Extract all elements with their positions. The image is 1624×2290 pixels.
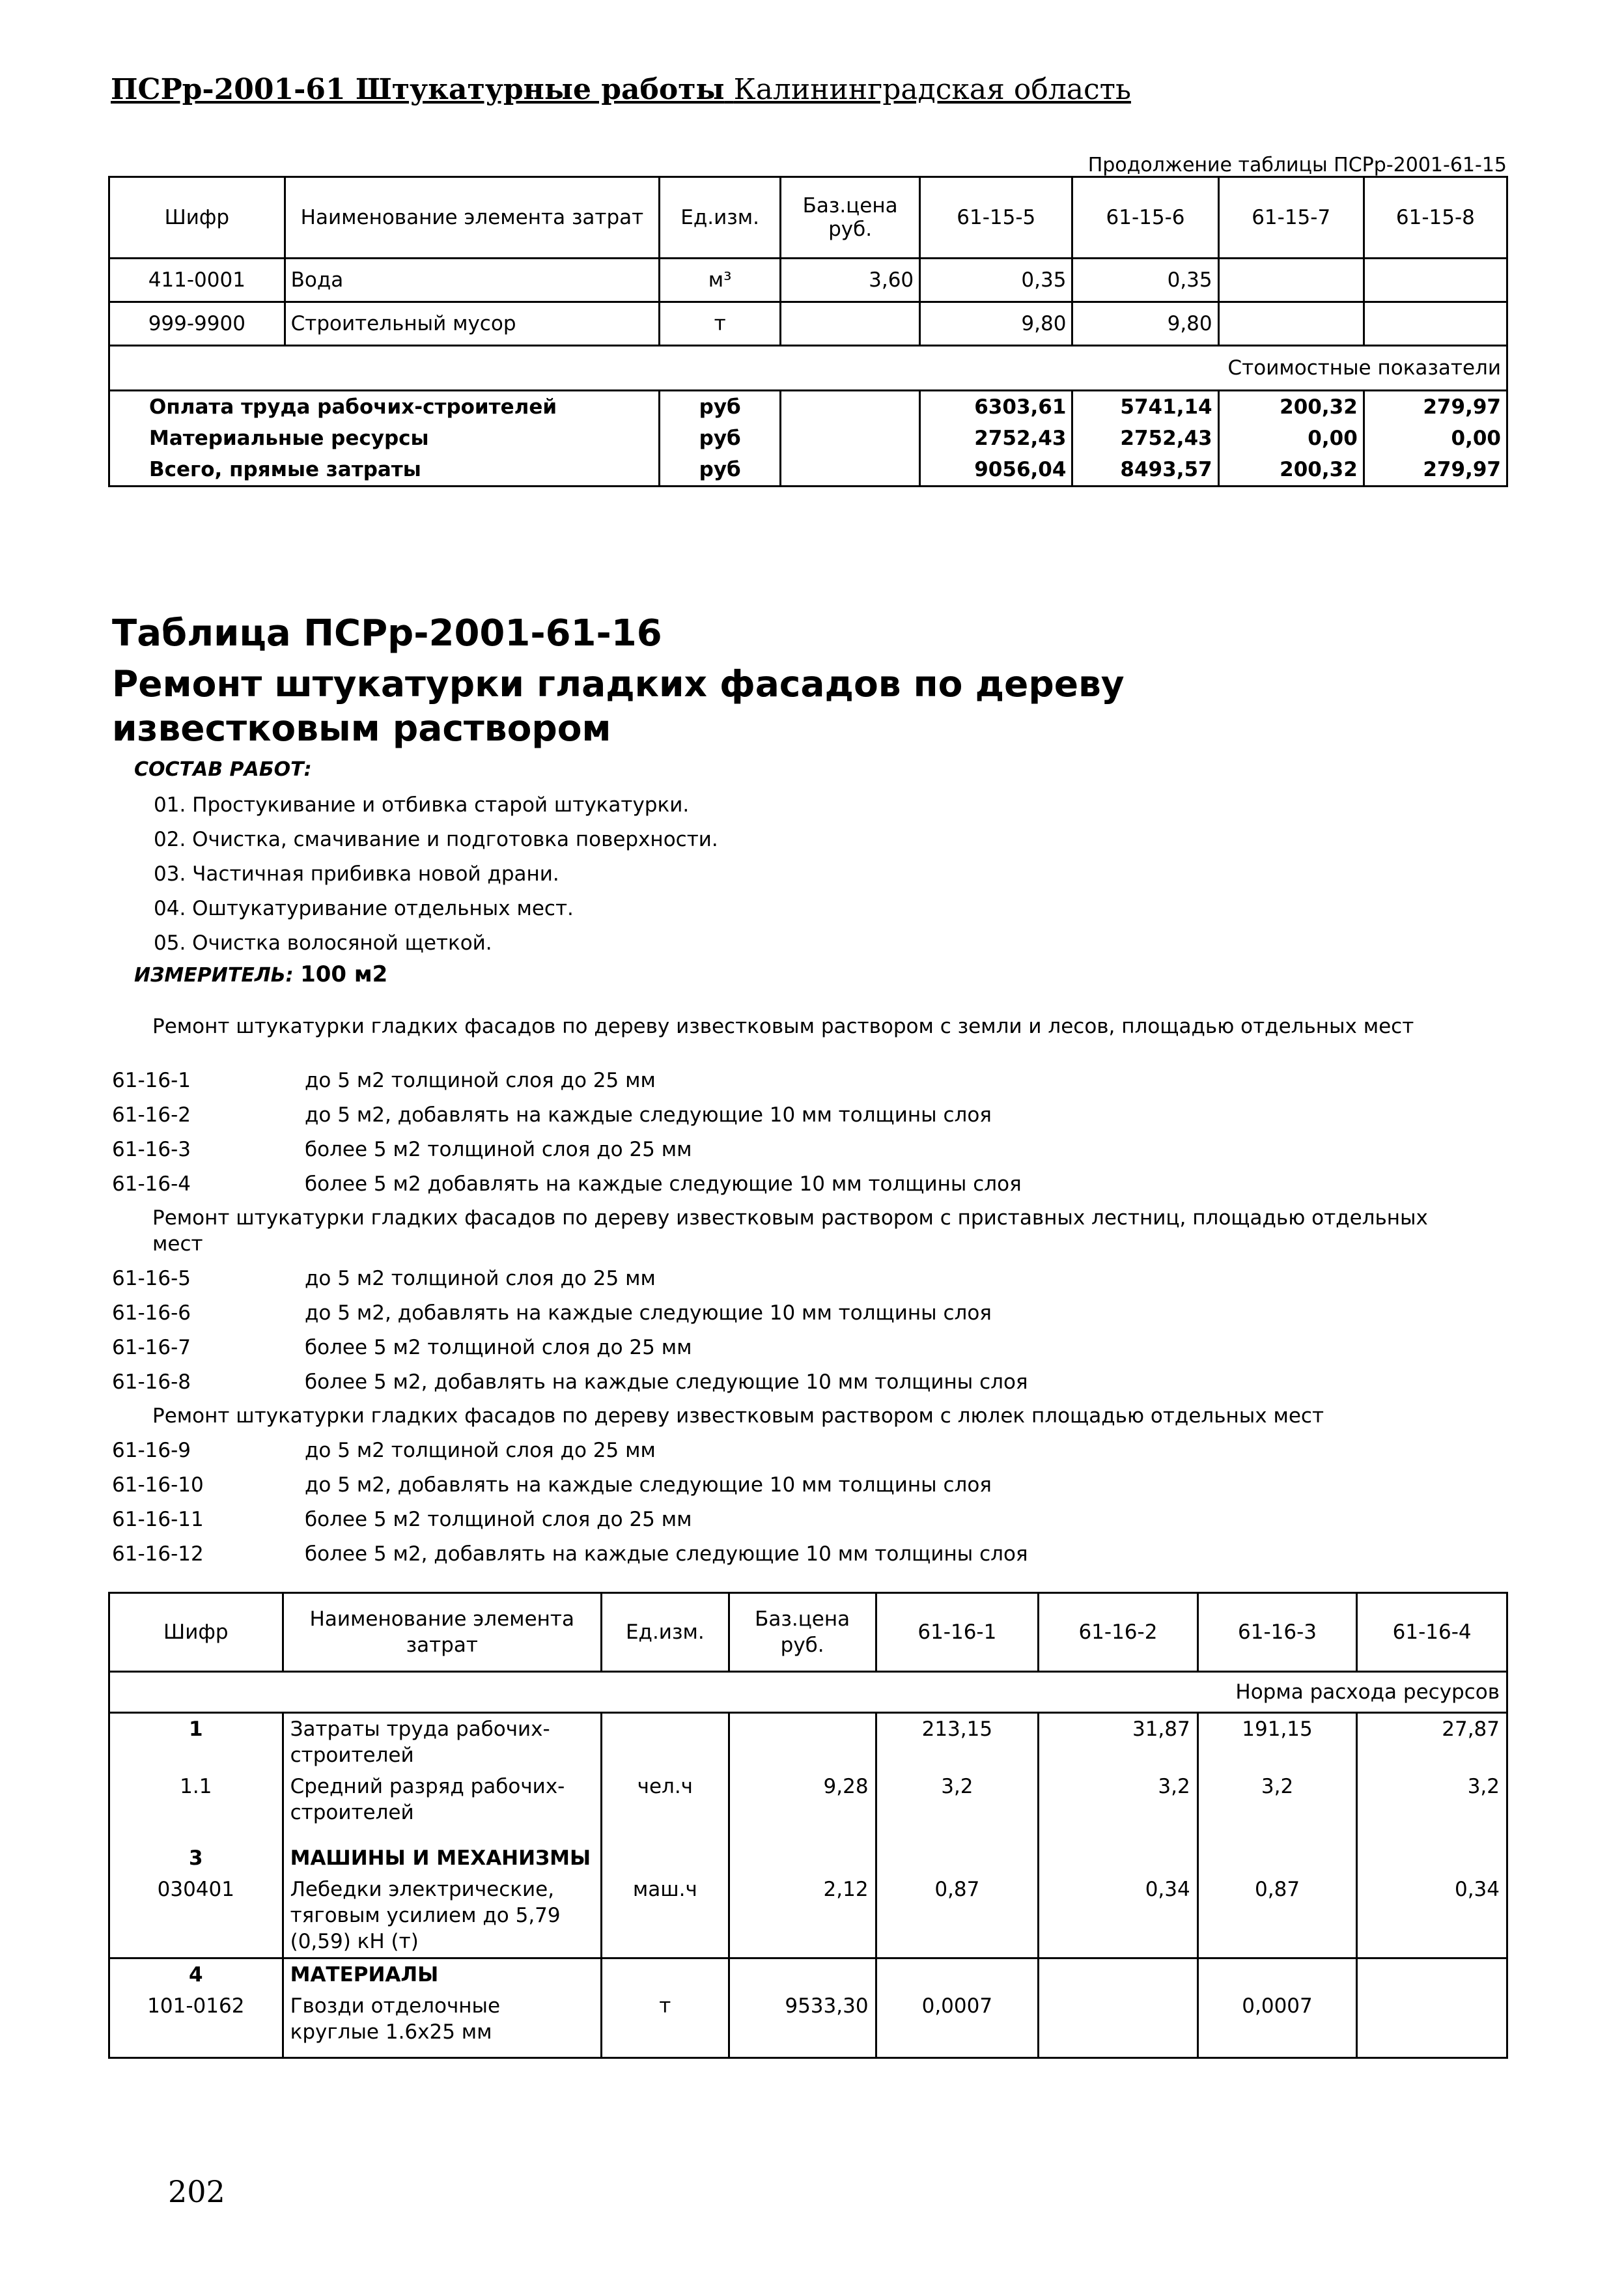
cell-value: 27,87 — [1357, 1713, 1507, 1772]
rate-description: более 5 м2, добавлять на каждые следующие 10 мм толщины слоя — [305, 1542, 1028, 1566]
cell-price — [781, 302, 920, 346]
cost-label: Оплата труда рабочих-строителей — [109, 391, 660, 423]
table1-col-header: Наименование элемента затрат — [285, 177, 660, 259]
cost-value: 2752,43 — [1072, 423, 1218, 454]
cell-value: 213,15 — [876, 1713, 1039, 1772]
cell-name: Лебедки электрические, тяговым усилием до 5,79 (0,59) кН (т) — [283, 1874, 601, 1958]
rate-description: до 5 м2, добавлять на каждые следующие 10 мм толщины слоя — [305, 1473, 992, 1497]
cell-value — [1039, 1990, 1198, 2058]
cost-row — [109, 423, 1507, 454]
cost-price — [781, 423, 920, 454]
table1-col-header: Баз.цена руб. — [781, 177, 920, 259]
cell-name: МАШИНЫ И МЕХАНИЗМЫ — [283, 1828, 601, 1874]
cost-unit: руб — [660, 391, 781, 423]
table2-col-header: Наименование элемента затрат — [283, 1593, 601, 1672]
cost-value: 200,32 — [1218, 391, 1364, 423]
cost-value: 0,00 — [1364, 423, 1507, 454]
table1-col-header: 61-15-6 — [1072, 177, 1218, 259]
band-label: Норма расхода ресурсов — [109, 1672, 1507, 1713]
cost-value: 6303,61 — [920, 391, 1072, 423]
cell-name: Гвозди отделочные круглые 1.6х25 мм — [283, 1990, 601, 2058]
table2-col-header: 61-16-2 — [1039, 1593, 1198, 1672]
list-item — [112, 1063, 1512, 1097]
table-continuation-note: Продолжение таблицы ПСРр-2001-61-15 — [1087, 154, 1507, 177]
list-item — [112, 1132, 1512, 1166]
rate-description: более 5 м2 толщиной слоя до 25 мм — [305, 1335, 692, 1359]
header-region: Калининградская область — [733, 73, 1131, 106]
cell-value: 0,87 — [876, 1874, 1039, 1958]
rate-code: 61-16-4 — [112, 1172, 191, 1196]
cost-table-61-15 — [108, 176, 1508, 487]
rate-code: 61-16-12 — [112, 1542, 204, 1566]
list-item — [112, 1261, 1512, 1295]
cell-value — [1039, 1958, 1198, 1991]
rate-description: более 5 м2 добавлять на каждые следующие 10 мм толщины слоя — [305, 1172, 1022, 1196]
rate-code: 61-16-3 — [112, 1137, 191, 1161]
cell-unit: маш.ч — [601, 1874, 729, 1958]
cell-unit: т — [660, 302, 781, 346]
operation-item: 01. Простукивание и отбивка старой штукатурки. — [154, 793, 690, 817]
table-row — [109, 1958, 1507, 1991]
cell-price: 9,28 — [729, 1771, 876, 1828]
cost-value: 200,32 — [1218, 454, 1364, 487]
measure-line — [134, 961, 387, 987]
table1-col-header: 61-15-7 — [1218, 177, 1364, 259]
cell-value: 9,80 — [1072, 302, 1218, 346]
cell-price: 3,60 — [781, 259, 920, 302]
rate-description: до 5 м2 толщиной слоя до 25 мм — [305, 1068, 656, 1092]
rate-code: 61-16-11 — [112, 1507, 204, 1531]
cost-value: 8493,57 — [1072, 454, 1218, 487]
cell-name: МАТЕРИАЛЫ — [283, 1958, 601, 1991]
list-item — [112, 1433, 1512, 1467]
rate-code: 61-16-10 — [112, 1473, 204, 1497]
band-label: Стоимостные показатели — [109, 346, 1507, 391]
table-row — [109, 259, 1507, 302]
cell-code: 1 — [109, 1713, 283, 1772]
page-header — [111, 73, 1131, 106]
section-title: Таблица ПСРр-2001-61-16 — [112, 612, 662, 655]
cell-price — [729, 1828, 876, 1874]
rate-code: 61-16-9 — [112, 1438, 191, 1462]
list-item — [112, 1502, 1512, 1536]
table2-col-header: Баз.цена руб. — [729, 1593, 876, 1672]
rate-description: более 5 м2 толщиной слоя до 25 мм — [305, 1507, 692, 1531]
cell-value — [1357, 1990, 1507, 2058]
cell-unit: м³ — [660, 259, 781, 302]
cost-value: 279,97 — [1364, 454, 1507, 487]
cell-value: 31,87 — [1039, 1713, 1198, 1772]
operation-item: 04. Оштукатуривание отдельных мест. — [154, 897, 574, 920]
list-item — [112, 1295, 1512, 1330]
cost-value: 2752,43 — [920, 423, 1072, 454]
cell-code: 999-9900 — [109, 302, 285, 346]
list-section-heading: Ремонт штукатурки гладких фасадов по дереву известковым раствором с земли и лесов, площадью отдельных мест — [152, 1015, 1414, 1038]
cell-value: 0,34 — [1039, 1874, 1198, 1958]
cost-value: 0,00 — [1218, 423, 1364, 454]
cell-code: 101-0162 — [109, 1990, 283, 2058]
cost-price — [781, 454, 920, 487]
rate-code-list — [112, 1015, 1512, 1571]
cell-value: 0,0007 — [1197, 1990, 1357, 2058]
table2-col-header: 61-16-1 — [876, 1593, 1039, 1672]
cell-value: 0,34 — [1357, 1874, 1507, 1958]
measure-value: 100 м2 — [300, 961, 388, 987]
cell-value: 9,80 — [920, 302, 1072, 346]
cell-price: 2,12 — [729, 1874, 876, 1958]
cell-unit — [601, 1828, 729, 1874]
measure-label: ИЗМЕРИТЕЛЬ: — [134, 964, 294, 987]
cell-value: 3,2 — [1197, 1771, 1357, 1828]
cell-price — [729, 1713, 876, 1772]
cost-price — [781, 391, 920, 423]
cell-value: 0,35 — [920, 259, 1072, 302]
table2-col-header: 61-16-3 — [1197, 1593, 1357, 1672]
cell-value — [1357, 1958, 1507, 1991]
table-row — [109, 1771, 1507, 1828]
cell-value: 3,2 — [876, 1771, 1039, 1828]
cell-value — [1039, 1828, 1198, 1874]
operation-item: 02. Очистка, смачивание и подготовка поверхности. — [154, 828, 718, 851]
list-item — [112, 1330, 1512, 1364]
cell-name: Средний разряд рабочих-строителей — [283, 1771, 601, 1828]
table-row — [109, 1713, 1507, 1772]
table1-col-header: 61-15-8 — [1364, 177, 1507, 259]
table1-header-row — [109, 177, 1507, 259]
cell-value — [876, 1958, 1039, 1991]
section-subtitle: Ремонт штукатурки гладких фасадов по дереву известковым раствором — [112, 663, 1125, 749]
table2-col-header: Шифр — [109, 1593, 283, 1672]
cost-value: 9056,04 — [920, 454, 1072, 487]
cell-code: 3 — [109, 1828, 283, 1874]
list-item — [112, 1097, 1512, 1132]
cell-value — [876, 1828, 1039, 1874]
cell-name: Вода — [285, 259, 660, 302]
cell-name: Затраты труда рабочих-строителей — [283, 1713, 601, 1772]
cell-value — [1357, 1828, 1507, 1874]
cell-code: 411-0001 — [109, 259, 285, 302]
rate-description: более 5 м2 толщиной слоя до 25 мм — [305, 1137, 692, 1161]
list-section-heading: Ремонт штукатурки гладких фасадов по дереву известковым раствором с приставных лестниц, площадью отдельных мест — [152, 1206, 1428, 1256]
header-title: ПСРр-2001-61 Штукатурные работы — [111, 73, 725, 106]
table1-col-header: Ед.изм. — [660, 177, 781, 259]
resource-table-61-16 — [108, 1592, 1508, 2059]
cell-unit — [601, 1958, 729, 1991]
cost-value: 5741,14 — [1072, 391, 1218, 423]
rate-description: до 5 м2 толщиной слоя до 25 мм — [305, 1266, 656, 1290]
table2-col-header: Ед.изм. — [601, 1593, 729, 1672]
cell-value — [1364, 302, 1507, 346]
cost-row — [109, 391, 1507, 423]
cell-code: 1.1 — [109, 1771, 283, 1828]
table1-col-header: Шифр — [109, 177, 285, 259]
cell-unit: чел.ч — [601, 1771, 729, 1828]
table2-header-row — [109, 1593, 1507, 1672]
list-item — [112, 1467, 1512, 1502]
table-row — [109, 1874, 1507, 1958]
cell-value — [1364, 259, 1507, 302]
cell-price — [729, 1958, 876, 1991]
operation-item: 05. Очистка волосяной щеткой. — [154, 931, 492, 955]
work-composition-label: СОСТАВ РАБОТ: — [134, 758, 312, 781]
cost-label: Материальные ресурсы — [109, 423, 660, 454]
table1-band-row — [109, 346, 1507, 391]
cell-value — [1197, 1828, 1357, 1874]
rate-code: 61-16-6 — [112, 1301, 191, 1325]
cell-name: Строительный мусор — [285, 302, 660, 346]
list-section-heading: Ремонт штукатурки гладких фасадов по дереву известковым раствором с люлек площадью отдельных мест — [152, 1404, 1324, 1428]
table-row — [109, 1990, 1507, 2058]
page-number: 202 — [168, 2174, 225, 2209]
cost-unit: руб — [660, 454, 781, 487]
list-item — [112, 1166, 1512, 1201]
cell-price: 9533,30 — [729, 1990, 876, 2058]
cell-unit: т — [601, 1990, 729, 2058]
cell-value — [1218, 259, 1364, 302]
cost-row — [109, 454, 1507, 487]
table2-col-header: 61-16-4 — [1357, 1593, 1507, 1672]
cost-label: Всего, прямые затраты — [109, 454, 660, 487]
rate-description: более 5 м2, добавлять на каждые следующие 10 мм толщины слоя — [305, 1370, 1028, 1394]
cell-code: 4 — [109, 1958, 283, 1991]
cell-value — [1218, 302, 1364, 346]
table2-band-row — [109, 1672, 1507, 1713]
cost-value: 279,97 — [1364, 391, 1507, 423]
rate-description: до 5 м2, добавлять на каждые следующие 10 мм толщины слоя — [305, 1301, 992, 1325]
rate-code: 61-16-2 — [112, 1103, 191, 1127]
work-operations-list — [154, 788, 718, 961]
cell-value: 3,2 — [1357, 1771, 1507, 1828]
rate-description: до 5 м2 толщиной слоя до 25 мм — [305, 1438, 656, 1462]
rate-code: 61-16-1 — [112, 1068, 191, 1092]
operation-item: 03. Частичная прибивка новой драни. — [154, 862, 559, 886]
table1-col-header: 61-15-5 — [920, 177, 1072, 259]
cell-value: 0,35 — [1072, 259, 1218, 302]
cell-value: 0,0007 — [876, 1990, 1039, 2058]
cost-unit: руб — [660, 423, 781, 454]
cell-value: 191,15 — [1197, 1713, 1357, 1772]
rate-code: 61-16-5 — [112, 1266, 191, 1290]
list-item — [112, 1536, 1512, 1571]
cell-unit — [601, 1713, 729, 1772]
rate-code: 61-16-7 — [112, 1335, 191, 1359]
rate-description: до 5 м2, добавлять на каждые следующие 10 мм толщины слоя — [305, 1103, 992, 1127]
cell-value: 0,87 — [1197, 1874, 1357, 1958]
cell-value: 3,2 — [1039, 1771, 1198, 1828]
table-row — [109, 1828, 1507, 1874]
cell-value — [1197, 1958, 1357, 1991]
cell-code: 030401 — [109, 1874, 283, 1958]
list-item — [112, 1364, 1512, 1399]
rate-code: 61-16-8 — [112, 1370, 191, 1394]
table-row — [109, 302, 1507, 346]
